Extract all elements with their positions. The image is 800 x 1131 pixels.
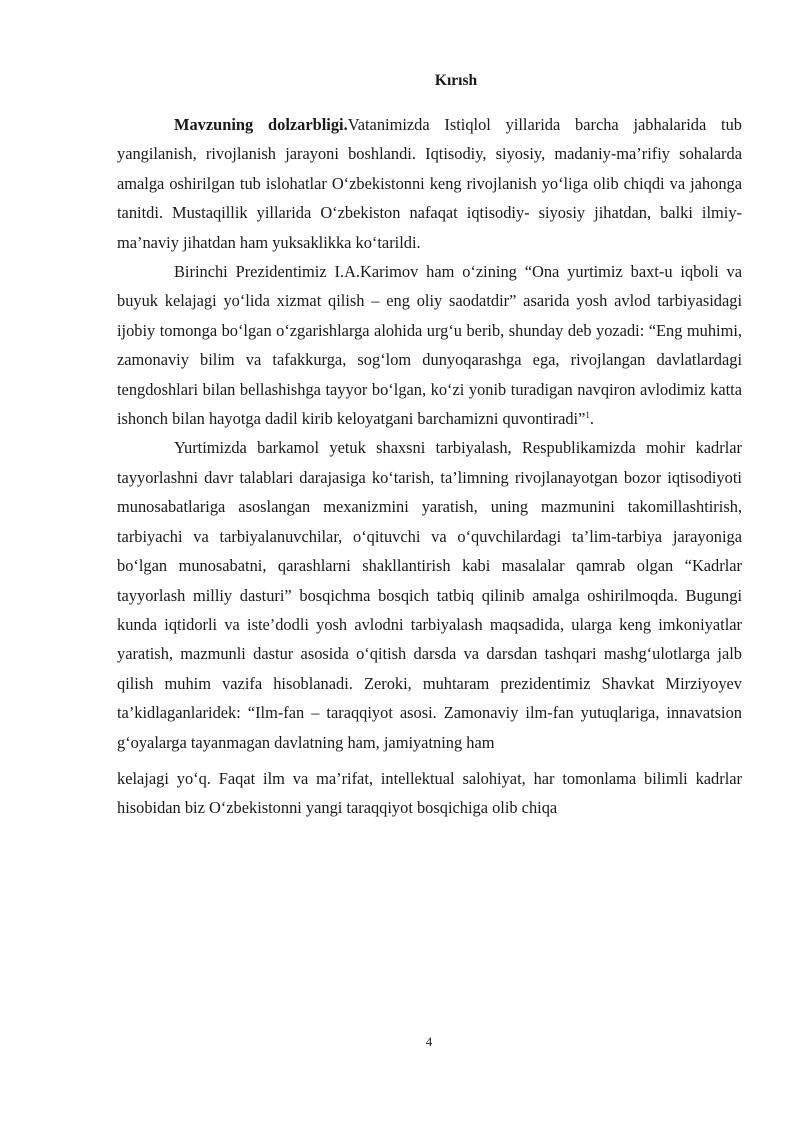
- paragraph-karimov-quote: [117, 257, 742, 433]
- body-text: [117, 110, 742, 823]
- paragraph-lead-heading: Mavzuning dolzarbligi.: [174, 115, 348, 134]
- paragraph-tail: .: [589, 409, 594, 429]
- paragraph-text: Vatanimizda Istiqlol yillarida barcha jabhalarida tub yangilanish, rivojlanish jarayoni boshlandi. Iqtisodiy, siyosiy, madaniy-ma’rifiy sohalarda amalga oshirilgan tub islohatlar O‘zbekistonni keng rivojlanish yo‘liga olib chiqdi va jahonga tanitdi. Mustaqillik yillarida O‘zbekiston nafaqat iqtisodiy- siyosiy jihatdan, balki ilmiy-ma’naviy jihatdan ham yuksaklikka ko‘tarildi.: [117, 115, 743, 252]
- paragraph-text: kelajagi yo‘q. Faqat ilm va ma’rifat, intellektual salohiyat, har tomonlama bilimli kadrlar hisobidan biz O‘zbekistonni yangi taraqqiyot bosqichiga olib chiqa: [117, 768, 742, 818]
- footnote-marker: 1: [585, 410, 590, 421]
- paragraph-text: Birinchi Prezidentimiz I.A.Karimov ham o‘zining “Ona yurtimiz baxt-u iqboli va buyuk kelajagi yo‘lida xizmat qilish – eng oliy saodatdir” asarida yosh avlod tarbiyasidagi ijobiy tomonga bo‘lgan o‘zgarishlarga alohida urg‘u berib, shunday deb yozadi: “Eng muhimi, zamonaviy bilim va tafakkurga, sog‘lom dunyoqarashga ega, rivojlangan davlatlardagi tengdoshlari bilan bellashishga tayyor bo‘lgan, ko‘zi yonib turadigan navqiron avlodimiz katta ishonch bilan hayotga dadil kirib keloyatgani barchamizni quvontiradi”: [117, 262, 742, 429]
- paragraph-education: [117, 433, 742, 756]
- page-number: 4: [425, 1034, 433, 1049]
- paragraph-continuation: [117, 764, 742, 823]
- paragraph-relevance: [117, 110, 742, 257]
- paragraph-text: Yurtimizda barkamol yetuk shaxsni tarbiyalash, Respublikamizda mohir kadrlar tayyorlashni davr talablari darajasiga ko‘tarish, ta’limning rivojlanayotgan bozor iqtisodiyoti munosabatlariga asoslangan mexanizmini yaratish, uning mazmunini takomillashtirish, tarbiyachi va tarbiyalanuvchilar, o‘qituvchi va o‘quvchilardagi ta’lim-tarbiya jarayoniga bo‘lgan munosabatni, qarashlarni shakllantirish kabi masalalar qamrab olgan “Kadrlar tayyorlash milliy dasturi” bosqichma bosqich tatbiq qilinib amalga oshirilmoqda. Bugungi kunda iqtidorli va iste’dodli yosh avlodni tarbiyalash maqsadida, ularga keng imkoniyatlar yaratish, mazmunli dastur asosida o‘qitish darsda va darsdan tashqari mashg‘ulotlarga jalb qilish muhim vazifa hisoblanadi. Zeroki, muhtaram prezidentimiz Shavkat Mirziyoyev ta’kidlaganlaridek: “Ilm-fan – taraqqiyot asosi. Zamonaviy ilm-fan yutuqlariga, innavatsion g‘oyalarga tayanmagan davlatning ham, jamiyatning ham: [117, 438, 742, 752]
- section-title: Kırısh: [434, 72, 478, 89]
